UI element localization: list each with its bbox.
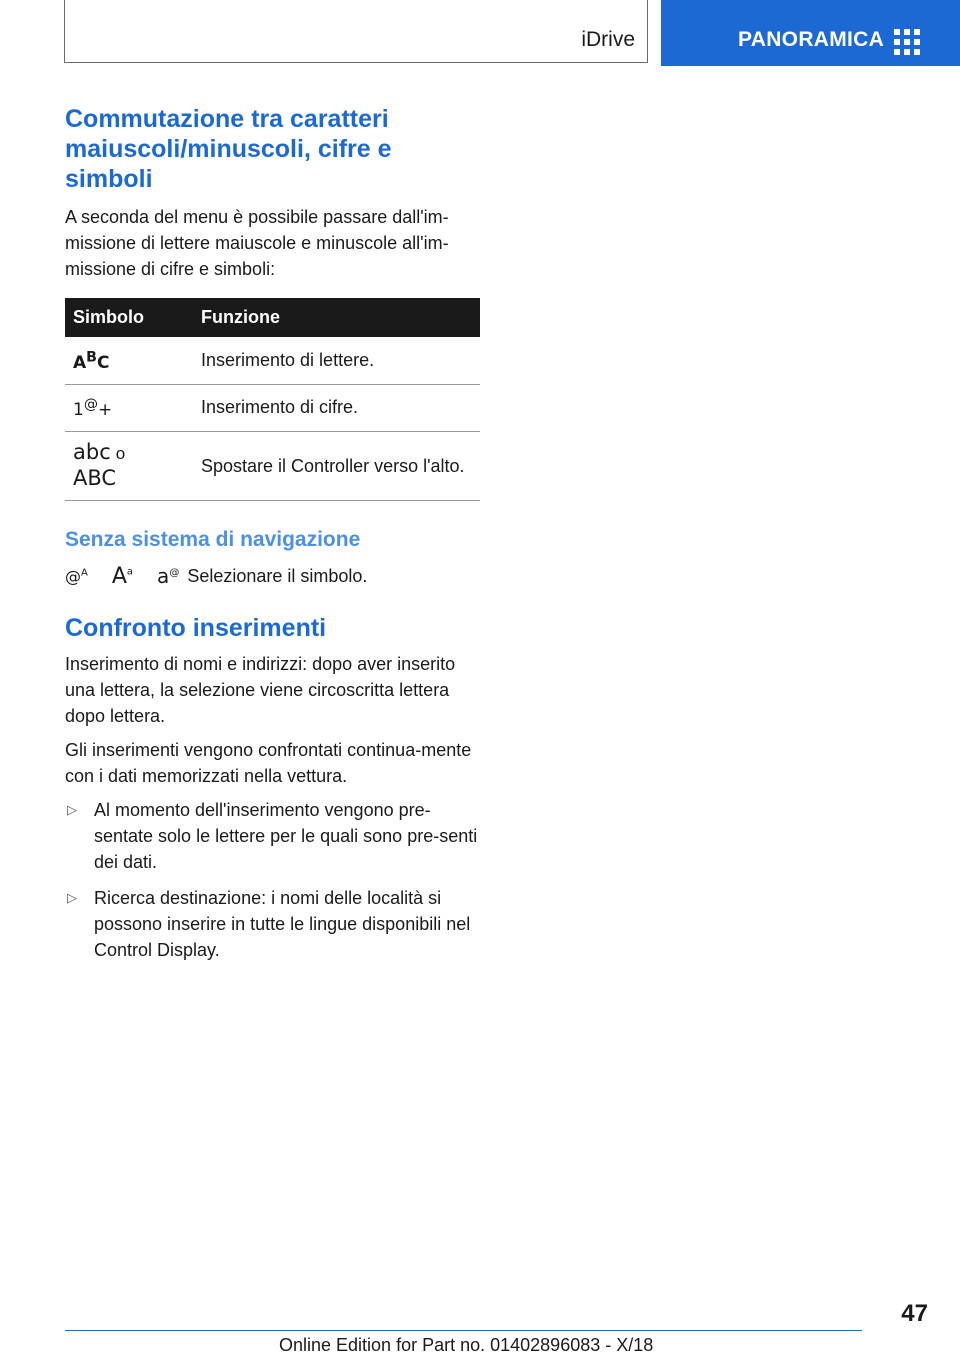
list-item: ▷ Ricerca destinazione: i nomi delle località si possono inserire in tutte le lingue disponibili nel Control Display. xyxy=(65,885,480,963)
lowercase-at-icon: a@ xyxy=(157,564,180,589)
symbol-table xyxy=(65,298,480,501)
uppercase-lowercase-icon: $A^a$ xyxy=(111,563,134,589)
section-heading: Confronto inserimenti xyxy=(65,614,327,643)
table-cell: Inserimento di cifre. xyxy=(193,384,480,432)
section-heading: Commutazione tra caratteri maiuscoli/minuscoli, cifre e simboli xyxy=(65,105,392,193)
page-number: 47 xyxy=(901,1300,928,1327)
letters-symbol-icon: $A^BC$ xyxy=(65,337,193,384)
triangle-bullet-icon: ▷ xyxy=(67,802,77,818)
overview-tab[interactable] xyxy=(661,0,960,66)
at-uppercase-icon: @$^A$ xyxy=(65,566,88,586)
tab-label: PANORAMICA xyxy=(738,28,885,51)
table-cell: Inserimento di lettere. xyxy=(193,337,480,384)
grid-icon xyxy=(894,29,920,55)
section-title: iDrive xyxy=(581,28,635,51)
list-item: ▷ Al momento dell'inserimento vengono pre-sentate solo le lettere per le quali sono pre-senti dei dati. xyxy=(65,797,480,875)
symbol-row xyxy=(65,563,480,589)
triangle-bullet-icon: ▷ xyxy=(67,890,77,906)
digits-symbol-icon: 1@+ xyxy=(65,384,193,432)
header-bar xyxy=(64,0,648,63)
table-header-function: Funzione xyxy=(193,298,480,337)
table-row xyxy=(65,384,480,432)
intro-paragraph: A seconda del menu è possibile passare dall'im-missione di lettere maiuscole e minuscole all'im-missione di cifre e simboli: xyxy=(65,207,449,279)
footer-edition: Online Edition for Part no. 01402896083 - X/18 xyxy=(279,1335,654,1355)
paragraph: Inserimento di nomi e indirizzi: dopo aver inserito una lettera, la selezione viene circoscritta lettera dopo lettera. xyxy=(65,654,456,727)
table-row xyxy=(65,337,480,384)
symbol-instruction: Selezionare il simbolo. xyxy=(187,565,368,586)
table-cell: Spostare il Controller verso l'alto. xyxy=(193,432,480,501)
table-header-symbol: Simbolo xyxy=(65,298,193,337)
table-row xyxy=(65,432,480,501)
footer-divider xyxy=(65,1330,862,1331)
subsection-heading: Senza sistema di navigazione xyxy=(65,528,361,552)
paragraph: Gli inserimenti vengono confrontati continua-mente con i dati memorizzati nella vettura. xyxy=(65,740,472,787)
bullet-list xyxy=(65,797,480,963)
main-content xyxy=(65,104,480,973)
case-switch-symbol-icon: abc o ABC xyxy=(65,432,193,501)
